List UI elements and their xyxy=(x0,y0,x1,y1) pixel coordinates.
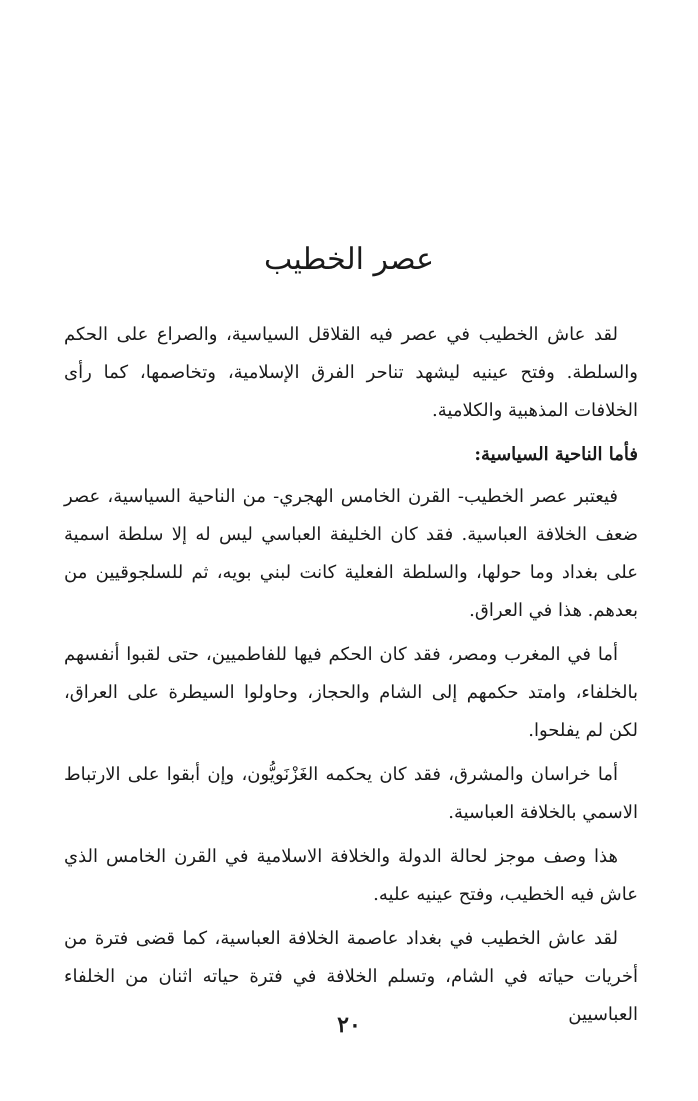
body-paragraph: أما خراسان والمشرق، فقد كان يحكمه الغَزْنَويُّون، وإن أبقوا على الارتباط الاسمي بالخلافة العباسية. xyxy=(64,764,638,823)
body-paragraph: فيعتبر عصر الخطيب- القرن الخامس الهجري- من الناحية السياسية، عصر ضعف الخلافة العباسية. فقد كان الخليفة العباسي ليس له إلا سلطة اسمية على بغداد وما حولها، والسلطة الفعلية كانت لبني بويه، ثم للسلجوقيين من بعدهم. هذا في العراق. xyxy=(64,486,638,621)
section-subheading: فأما الناحية السياسية: xyxy=(474,444,638,465)
intro-paragraph: لقد عاش الخطيب في عصر فيه القلاقل السياسية، والصراع على الحكم والسلطة. وفتح عينيه ليشهد تناحر الفرق الإسلامية، وتخاصمها، كما رأى الخلافات المذهبية والكلامية. xyxy=(64,324,638,421)
chapter-body xyxy=(64,316,638,1040)
page-number: ٢٠ xyxy=(337,1012,361,1038)
body-paragraph: لقد عاش الخطيب في بغداد عاصمة الخلافة العباسية، كما قضى فترة من أخريات حياته في الشام، وتسلم الخلافة في فترة حياته اثنان من الخلفاء العباسيين xyxy=(64,928,638,1025)
body-paragraph: أما في المغرب ومصر، فقد كان الحكم فيها للفاطميين، حتى لقبوا أنفسهم بالخلفاء، وامتد حكمهم إلى الشام والحجاز، وحاولوا السيطرة على العراق، لكن لم يفلحوا. xyxy=(64,644,638,741)
body-paragraph: هذا وصف موجز لحالة الدولة والخلافة الاسلامية في القرن الخامس الذي عاش فيه الخطيب، وفتح عينيه عليه. xyxy=(64,846,638,905)
chapter-title: عصر الخطيب xyxy=(264,242,434,277)
